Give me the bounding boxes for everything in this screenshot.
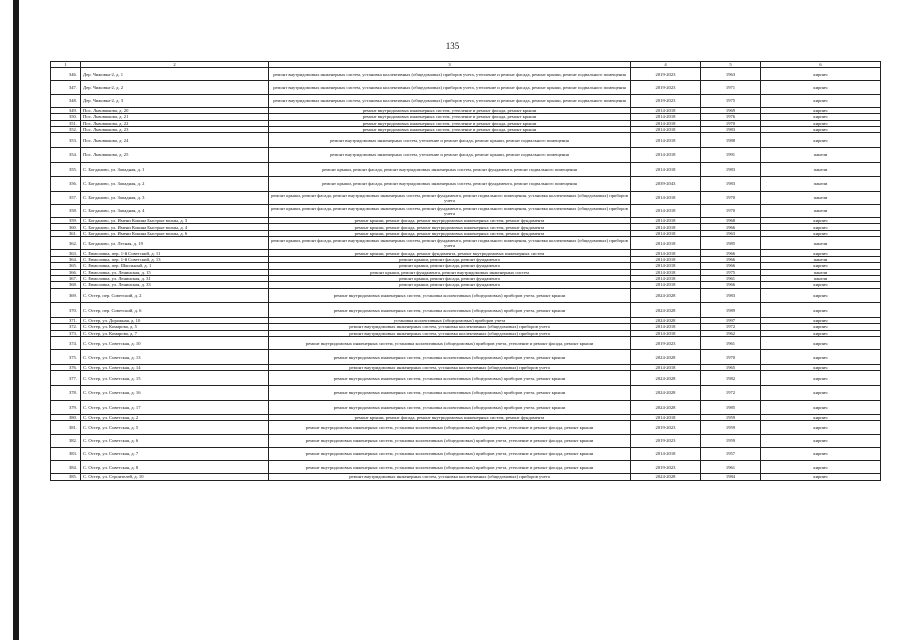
works-cell: ремонт внутридомовых инженерных систем, установка коллективных (общедомовых) приборов учета [269, 364, 631, 370]
address-cell: С. Богданово, ул. Имени Кокина Быстрые волны, д. 3 [81, 218, 269, 224]
address-cell: С. Остер, ул. Комарова, д. 5 [81, 324, 269, 330]
material-cell: панели [761, 269, 881, 275]
address-cell: Пос. Львовшкова, д. 22 [81, 120, 269, 126]
period-cell: 2019-2023 [631, 81, 701, 94]
period-cell: 2014-2018 [631, 107, 701, 113]
row-number: 365. [51, 263, 81, 269]
address-cell: С. Остер, ул. Советская, д. 14 [81, 364, 269, 370]
header-cell: 3 [269, 62, 631, 68]
material-cell: панели [761, 147, 881, 162]
works-cell: ремонт внутридомовых инженерных систем, установка коллективных (общедомовых) приборов учета [269, 324, 631, 330]
row-number: 373. [51, 330, 81, 336]
year-cell: 1966 [701, 250, 761, 256]
period-cell: 2019-2023 [631, 94, 701, 107]
material-cell: панели [761, 191, 881, 204]
period-cell: 2024-2028 [631, 474, 701, 480]
material-cell: кирпич [761, 263, 881, 269]
year-cell: 1976 [701, 114, 761, 120]
period-cell: 2014-2018 [631, 114, 701, 120]
period-cell: 2014-2018 [631, 133, 701, 148]
address-cell: С. Остер, ул. Советская, д. 2 [81, 415, 269, 421]
works-cell: ремонт внутридомовых инженерных систем, установка коллективных (общедомовых) приборов учета, ремонт крыши [269, 303, 631, 318]
works-cell: ремонт внутридомовых инженерных систем, установка коллективных (общедомовых) приборов учета [269, 330, 631, 336]
year-cell: 1968 [701, 218, 761, 224]
table-row [51, 94, 881, 107]
row-number: 351. [51, 120, 81, 126]
address-cell: С. Евмоловка, ул. Ленинская, д. 15 [81, 269, 269, 275]
period-cell: 2019-2023 [631, 434, 701, 447]
table-row [51, 68, 881, 81]
year-cell: 1963 [701, 68, 761, 81]
header-cell: 4 [631, 62, 701, 68]
material-cell: кирпич [761, 317, 881, 323]
works-cell: ремонт крыши, ремонт фасада, ремонт фундамента [269, 256, 631, 262]
address-cell: С. Остер, ул. Советская, д. 15 [81, 371, 269, 386]
works-cell: ремонт внутридомовых инженерных систем, установка коллективных (общедомовых) приборов учета, ремонт крыши [269, 400, 631, 415]
year-cell: 1985 [701, 400, 761, 415]
row-number: 370. [51, 303, 81, 318]
works-cell: ремонт крыши, ремонт фундамента, ремонт внутридомовых инженерных систем [269, 269, 631, 275]
material-cell: кирпич [761, 114, 881, 120]
address-cell: С. Остер, ул. Советская, д. 17 [81, 400, 269, 415]
row-number: 352. [51, 126, 81, 132]
works-cell: ремонт внутридомовых инженерных систем, установка коллективных (общедомовых) приборов учета, утепление и ремонт фасада, ремонт крыши [269, 447, 631, 460]
material-cell: кирпич [761, 385, 881, 400]
year-cell: 1988 [701, 133, 761, 148]
row-number: 385. [51, 474, 81, 480]
material-cell: кирпич [761, 126, 881, 132]
material-cell: кирпич [761, 303, 881, 318]
header-cell: 6 [761, 62, 881, 68]
period-cell: 2014-2018 [631, 415, 701, 421]
year-cell: 1962 [701, 330, 761, 336]
page-number: 135 [445, 41, 460, 51]
scan-edge-bar [13, 0, 19, 640]
row-number: 353. [51, 133, 81, 148]
header-cell: 5 [701, 62, 761, 68]
works-cell: ремонт внутридомовых инженерных систем, установка коллективных (общедомовых) приборов учета, утепление и ремонт фасада, ремонт крыши [269, 461, 631, 474]
table-row [51, 337, 881, 350]
period-cell: 2024-2028 [631, 288, 701, 303]
period-cell: 2014-2018 [631, 282, 701, 288]
row-number: 379. [51, 400, 81, 415]
period-cell: 2019-2023 [631, 68, 701, 81]
year-cell: 1982 [701, 371, 761, 386]
works-cell: ремонт внутридомовых инженерных систем, установка коллективных (общедомовых) приборов учета, утепление и ремонт фасада, ремонт крыши, ремонт подвального помещения [269, 81, 631, 94]
material-cell: кирпич [761, 288, 881, 303]
works-cell: ремонт крыши, ремонт фасада, ремонт внутридомовых инженерных систем, ремонт фундамента, ремонт подвального помещения, установка коллективных (общедомовых) приборов учета [269, 204, 631, 217]
address-cell: С. Остер, ул. Советская, д. 10 [81, 337, 269, 350]
material-cell: панели [761, 256, 881, 262]
year-cell: 1966 [701, 282, 761, 288]
period-cell: 2024-2028 [631, 317, 701, 323]
works-cell: ремонт внутридомовых инженерных систем, установка коллективных (общедомовых) приборов учета, ремонт крыши [269, 385, 631, 400]
address-cell: С. Остер, ул. Дорожная, д. 10 [81, 317, 269, 323]
address-cell: Пос. Львовшкова, д. 20 [81, 107, 269, 113]
works-cell: ремонт крыши, ремонт фасада, ремонт фундамента [269, 282, 631, 288]
address-cell: С. Евмоловка, пер. Школьный, д. 1 [81, 263, 269, 269]
material-cell: кирпич [761, 230, 881, 236]
row-number: 372. [51, 324, 81, 330]
address-cell: Пос. Львовшкова, д. 25 [81, 147, 269, 162]
period-cell: 2019-2023 [631, 421, 701, 434]
year-cell: 1997 [701, 317, 761, 323]
period-cell: 2014-2018 [631, 263, 701, 269]
works-cell: ремонт крыши, ремонт фасада, ремонт внутридомовых инженерных систем, ремонт фундамента [269, 218, 631, 224]
year-cell: 1989 [701, 303, 761, 318]
year-cell: 1983 [701, 288, 761, 303]
material-cell: панели [761, 162, 881, 177]
material-cell: кирпич [761, 364, 881, 370]
row-number: 359. [51, 218, 81, 224]
year-cell: 1961 [701, 461, 761, 474]
works-cell: ремонт крыши, ремонт фасада, ремонт внутридомовых инженерных систем, ремонт фундамента, ремонт подвального помещения, установка коллективных (общедомовых) приборов учета [269, 191, 631, 204]
table-row [51, 474, 881, 480]
address-cell: Дер. Чижовка-2, д. 2 [81, 81, 269, 94]
year-cell: 1966 [701, 263, 761, 269]
period-cell: 2014-2018 [631, 330, 701, 336]
row-number: 377. [51, 371, 81, 386]
works-cell: ремонт внутридомовых инженерных систем, установка коллективных (общедомовых) приборов учета, утепление и ремонт фасада, ремонт крыши, ремонт подвального помещения [269, 68, 631, 81]
row-number: 374. [51, 337, 81, 350]
period-cell: 2014-2018 [631, 269, 701, 275]
works-cell: ремонт крыши, ремонт фасада, ремонт внутридомовых инженерных систем, ремонт фундамента [269, 224, 631, 230]
period-cell: 2014-2018 [631, 162, 701, 177]
year-cell: 1957 [701, 447, 761, 460]
period-cell: 2014-2018 [631, 447, 701, 460]
period-cell: 2014-2018 [631, 147, 701, 162]
address-cell: Дер. Чижовка-2, д. 3 [81, 94, 269, 107]
year-cell: 1985 [701, 237, 761, 250]
material-cell: кирпич [761, 120, 881, 126]
address-cell: С. Богданово, ул. Западная, д. 4 [81, 204, 269, 217]
material-cell: кирпич [761, 434, 881, 447]
material-cell: кирпич [761, 68, 881, 81]
address-cell: С. Богданово, ул. Западная, д. 3 [81, 191, 269, 204]
material-cell: кирпич [761, 250, 881, 256]
table-row [51, 303, 881, 318]
address-cell: С. Остер, ул. Советская, д. 8 [81, 461, 269, 474]
address-cell: С. Остер, ул. Комарова, д. 7 [81, 330, 269, 336]
row-number: 369. [51, 288, 81, 303]
period-cell: 2019-2023 [631, 461, 701, 474]
material-cell: кирпич [761, 337, 881, 350]
year-cell: 1961 [701, 337, 761, 350]
row-number: 355. [51, 162, 81, 177]
address-cell: С. Евмоловка, ул. Ленинская, д. 33 [81, 282, 269, 288]
table-row [51, 288, 881, 303]
address-cell: С. Богданово, ул. Лесная, д. 19 [81, 237, 269, 250]
material-cell: кирпич [761, 447, 881, 460]
year-cell: 1970 [701, 204, 761, 217]
year-cell: 1965 [701, 364, 761, 370]
address-cell: С. Остер, ул. Строителей, д. 10 [81, 474, 269, 480]
address-cell: С. Богданово, ул. Имени Кокина Быстрые волны, д. 4 [81, 224, 269, 230]
works-cell: ремонт внутридомовых инженерных систем, установка коллективных (общедомовых) приборов учета, утепление и ремонт фасада, ремонт крыши [269, 434, 631, 447]
row-number: 382. [51, 434, 81, 447]
material-cell: кирпич [761, 400, 881, 415]
row-number: 363. [51, 250, 81, 256]
material-cell: панели [761, 204, 881, 217]
period-cell: 2014-2018 [631, 224, 701, 230]
period-cell: 2024-2028 [631, 385, 701, 400]
year-cell: 1975 [701, 269, 761, 275]
row-number: 366. [51, 269, 81, 275]
works-cell: ремонт крыши, ремонт фасада, ремонт внутридомовых инженерных систем, ремонт фундамента, ремонт подвального помещения, установка коллективных (общедомовых) приборов учета [269, 237, 631, 250]
works-cell: ремонт внутридомовых инженерных систем, установка коллективных (общедомовых) приборов учета, ремонт крыши [269, 288, 631, 303]
address-cell: С. Остер, ул. Советская, д. 7 [81, 447, 269, 460]
works-cell: ремонт внутридомовых инженерных систем, утепление и ремонт фасада, ремонт крыши [269, 107, 631, 113]
works-cell: ремонт внутридомовых инженерных систем, установка коллективных (общедомовых) приборов учета, ремонт крыши [269, 371, 631, 386]
row-number: 378. [51, 385, 81, 400]
row-number: 361. [51, 230, 81, 236]
material-cell: кирпич [761, 415, 881, 421]
works-cell: ремонт внутридомовых инженерных систем, установка коллективных (общедомовых) приборов учета, ремонт крыши [269, 350, 631, 365]
works-cell: ремонт крыши, ремонт фасада, ремонт внутридомовых инженерных систем, ремонт фундамента, ремонт подвального помещения [269, 177, 631, 192]
table-row [51, 204, 881, 217]
address-cell: С. Евмоловка, ул. Ленинская, д. 31 [81, 276, 269, 282]
year-cell: 1959 [701, 434, 761, 447]
row-number: 362. [51, 237, 81, 250]
header-cell: 2 [81, 62, 269, 68]
period-cell: 2014-2018 [631, 250, 701, 256]
period-cell: 2019-2023 [631, 337, 701, 350]
year-cell: 1970 [701, 350, 761, 365]
address-cell: С. Остер, ул. Советская, д. 16 [81, 385, 269, 400]
works-cell: ремонт внутридомовых инженерных систем, утепление и ремонт фасада, ремонт крыши [269, 114, 631, 120]
table-row [51, 162, 881, 177]
address-cell: С. Евмоловка, пер. 1-й Советский, д. 13 [81, 256, 269, 262]
year-cell: 1983 [701, 177, 761, 192]
period-cell: 2014-2018 [631, 120, 701, 126]
address-cell: С. Остер, пер. Советский, д. 2 [81, 288, 269, 303]
material-cell: кирпич [761, 461, 881, 474]
year-cell: 1970 [701, 120, 761, 126]
material-cell: кирпич [761, 350, 881, 365]
row-number: 356. [51, 177, 81, 192]
address-cell: С. Евмоловка, пер. 1-й Советский, д. 11 [81, 250, 269, 256]
row-number: 376. [51, 364, 81, 370]
row-number: 380. [51, 415, 81, 421]
table-row [51, 133, 881, 148]
address-cell: Пос. Львовшкова, д. 23 [81, 126, 269, 132]
material-cell: кирпич [761, 133, 881, 148]
works-cell: ремонт внутридомовых инженерных систем, утепление и ремонт фасада, ремонт крыши, ремонт подвального помещения [269, 147, 631, 162]
works-cell: ремонт внутридомовых инженерных систем, утепление и ремонт фасада, ремонт крыши [269, 126, 631, 132]
material-cell: кирпич [761, 282, 881, 288]
row-number: 347. [51, 81, 81, 94]
period-cell: 2024-2028 [631, 303, 701, 318]
address-cell: С. Богданово, ул. Западная, д. 1 [81, 162, 269, 177]
works-cell: ремонт внутридомовых инженерных систем, установка коллективных (общедомовых) приборов учета [269, 474, 631, 480]
table-row [51, 191, 881, 204]
row-number: 375. [51, 350, 81, 365]
row-number: 383. [51, 447, 81, 460]
material-cell: кирпич [761, 107, 881, 113]
material-cell: кирпич [761, 81, 881, 94]
year-cell: 1959 [701, 415, 761, 421]
year-cell: 1961 [701, 276, 761, 282]
table-row [51, 400, 881, 415]
material-cell: кирпич [761, 94, 881, 107]
table-row [51, 147, 881, 162]
row-number: 367. [51, 276, 81, 282]
year-cell: 1966 [701, 224, 761, 230]
row-number: 346. [51, 68, 81, 81]
period-cell: 2014-2018 [631, 364, 701, 370]
year-cell: 1959 [701, 421, 761, 434]
address-cell: С. Богданово, ул. Западная, д. 2 [81, 177, 269, 192]
row-number: 360. [51, 224, 81, 230]
works-cell: ремонт крыши, ремонт фасада, ремонт фундамента [269, 263, 631, 269]
period-cell: 2014-2018 [631, 126, 701, 132]
row-number: 348. [51, 94, 81, 107]
material-cell: кирпич [761, 218, 881, 224]
year-cell: 1963 [701, 230, 761, 236]
row-number: 354. [51, 147, 81, 162]
year-cell: 1970 [701, 191, 761, 204]
address-cell: С. Богданово, ул. Имени Кокина Быстрые волны, д. 6 [81, 230, 269, 236]
year-cell: 1975 [701, 94, 761, 107]
material-cell: кирпич [761, 474, 881, 480]
table-row [51, 421, 881, 434]
table-row [51, 177, 881, 192]
row-number: 350. [51, 114, 81, 120]
period-cell: 2014-2018 [631, 276, 701, 282]
address-cell: Дер. Чижовка-2, д. 1 [81, 68, 269, 81]
works-cell: ремонт крыши, ремонт фасада, ремонт внутридомовых инженерных систем, ремонт фундамента [269, 230, 631, 236]
material-cell: кирпич [761, 330, 881, 336]
period-cell: 2039-2043 [631, 177, 701, 192]
address-cell: С. Остер, ул. Советская, д. 5 [81, 421, 269, 434]
period-cell: 2014-2018 [631, 218, 701, 224]
header-cell: 1 [51, 62, 81, 68]
works-cell: ремонт крыши, ремонт фасада, ремонт фундамента, ремонт внутридомовых инженерных систем [269, 250, 631, 256]
year-cell: 1983 [701, 162, 761, 177]
works-cell: ремонт крыши, ремонт фасада, ремонт фундамента [269, 276, 631, 282]
period-cell: 2014-2018 [631, 204, 701, 217]
capital-repair-table [50, 61, 881, 481]
row-number: 384. [51, 461, 81, 474]
address-cell: С. Остер, ул. Советская, д. 6 [81, 434, 269, 447]
works-cell: ремонт внутридомовых инженерных систем, утепление и ремонт фасада, ремонт крыши [269, 120, 631, 126]
table-row [51, 81, 881, 94]
address-cell: Пос. Львовшкова, д. 24 [81, 133, 269, 148]
period-cell: 2014-2018 [631, 230, 701, 236]
year-cell: 1971 [701, 81, 761, 94]
period-cell: 2024-2028 [631, 350, 701, 365]
row-number: 349. [51, 107, 81, 113]
period-cell: 2014-2018 [631, 191, 701, 204]
year-cell: 1972 [701, 385, 761, 400]
works-cell: ремонт крыши, ремонт фасада, ремонт внутридомовых инженерных систем, ремонт фундамента, ремонт подвального помещения [269, 162, 631, 177]
row-number: 381. [51, 421, 81, 434]
year-cell: 1966 [701, 256, 761, 262]
works-cell: ремонт внутридомовых инженерных систем, установка коллективных (общедомовых) приборов учета, утепление и ремонт фасада, ремонт крыши [269, 337, 631, 350]
works-cell: ремонт внутридомовых инженерных систем, утепление и ремонт фасада, ремонт крыши, ремонт подвального помещения [269, 133, 631, 148]
row-number: 358. [51, 204, 81, 217]
material-cell: кирпич [761, 324, 881, 330]
row-number: 368. [51, 282, 81, 288]
works-cell: ремонт крыши, ремонт фасада, ремонт внутридомовых инженерных систем, ремонт фундамента [269, 415, 631, 421]
material-cell: панели [761, 237, 881, 250]
table-row [51, 461, 881, 474]
address-cell: С. Остер, пер. Советский, д. 6 [81, 303, 269, 318]
year-cell: 1972 [701, 324, 761, 330]
table-row [51, 385, 881, 400]
table-row [51, 350, 881, 365]
works-cell: ремонт внутридомовых инженерных систем, установка коллективных (общедомовых) приборов учета, утепление и ремонт фасада, ремонт крыши [269, 421, 631, 434]
period-cell: 2014-2018 [631, 256, 701, 262]
period-cell: 2024-2028 [631, 371, 701, 386]
table-row [51, 434, 881, 447]
period-cell: 2014-2018 [631, 324, 701, 330]
table-row [51, 237, 881, 250]
works-cell: установка коллективных (общедомовых) приборов учета [269, 317, 631, 323]
address-cell: Пос. Львовшкова, д. 21 [81, 114, 269, 120]
year-cell: 1969 [701, 107, 761, 113]
row-number: 371. [51, 317, 81, 323]
row-number: 364. [51, 256, 81, 262]
address-cell: С. Остер, ул. Советская, д. 13 [81, 350, 269, 365]
year-cell: 1991 [701, 147, 761, 162]
table-row [51, 447, 881, 460]
year-cell: 1984 [701, 474, 761, 480]
table-row [51, 371, 881, 386]
material-cell: панели [761, 177, 881, 192]
material-cell: кирпич [761, 224, 881, 230]
material-cell: кирпич [761, 421, 881, 434]
material-cell: панели [761, 276, 881, 282]
row-number: 357. [51, 191, 81, 204]
year-cell: 1983 [701, 126, 761, 132]
works-cell: ремонт внутридомовых инженерных систем, установка коллективных (общедомовых) приборов учета, утепление и ремонт фасада, ремонт крыши, ремонт подвального помещения [269, 94, 631, 107]
period-cell: 2014-2018 [631, 237, 701, 250]
period-cell: 2024-2028 [631, 400, 701, 415]
material-cell: кирпич [761, 371, 881, 386]
